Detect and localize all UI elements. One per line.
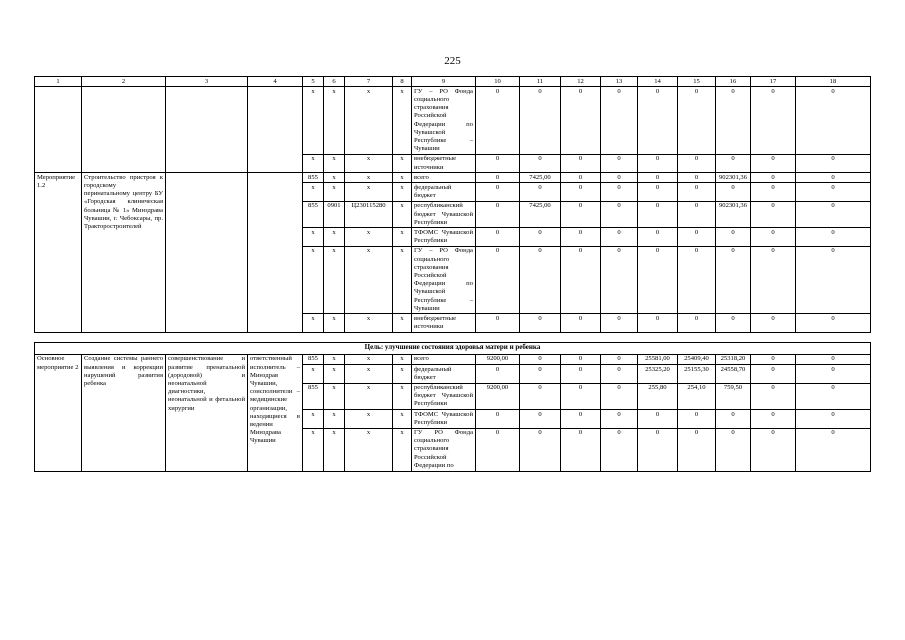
cell-source: внебюджетные источники [412, 314, 476, 332]
cell-empty [248, 173, 303, 333]
cell-source: ГУ – РО Фонда социального страхования Российской Федерации по Чувашской Республике – Чувашии [412, 246, 476, 314]
cell-csr: x [345, 87, 393, 155]
cell-value: 0 [561, 173, 601, 183]
cell-grbs: 855 [303, 354, 324, 364]
cell-value: 25155,30 [678, 365, 716, 383]
cell-value: 24558,70 [716, 365, 751, 383]
cell-value: 0 [751, 87, 796, 155]
cell-value: 0 [678, 246, 716, 314]
cell-value: 0 [751, 173, 796, 183]
cell-value: 0 [678, 228, 716, 246]
cell-value: 0 [476, 365, 520, 383]
cell-value: 0 [638, 201, 678, 228]
cell-value: 0 [678, 201, 716, 228]
goal-heading: Цель: улучшение состояния здоровья матери и ребенка [35, 342, 871, 354]
cell-vr: x [393, 183, 412, 201]
header-cell: 10 [476, 77, 520, 87]
cell-value: 254,10 [678, 383, 716, 410]
cell-vr: x [393, 314, 412, 332]
cell-value: 0 [751, 354, 796, 364]
cell-value: 0 [520, 228, 561, 246]
cell-vr: x [393, 228, 412, 246]
cell-csr: x [345, 154, 393, 172]
cell-value: 0 [796, 354, 871, 364]
cell-value: 0 [796, 173, 871, 183]
cell-csr: x [345, 383, 393, 410]
cell-value: 0 [716, 183, 751, 201]
cell-value: 0 [561, 183, 601, 201]
cell-value: 0 [638, 410, 678, 428]
cell-empty [35, 87, 82, 173]
cell-value: 9200,00 [476, 383, 520, 410]
cell-rzpr: x [324, 228, 345, 246]
cell-value: 0 [678, 314, 716, 332]
cell-value: 759,50 [716, 383, 751, 410]
header-cell: 7 [345, 77, 393, 87]
cell-value: 0 [678, 428, 716, 471]
cell-value: 0 [520, 87, 561, 155]
cell-value: 0 [638, 183, 678, 201]
table-row [35, 173, 871, 183]
cell-grbs: x [303, 154, 324, 172]
cell-value: 0 [796, 314, 871, 332]
cell-source: ГУ РО Фонда социального страхования Российской Федерации по [412, 428, 476, 471]
cell-csr: x [345, 365, 393, 383]
cell-vr: x [393, 154, 412, 172]
header-cell: 1 [35, 77, 82, 87]
cell-value: 0 [520, 383, 561, 410]
header-cell: 13 [601, 77, 638, 87]
cell-value: 0 [601, 183, 638, 201]
cell-value: 0 [751, 365, 796, 383]
cell-value: 7425,00 [520, 173, 561, 183]
header-cell: 4 [248, 77, 303, 87]
cell-rzpr: x [324, 246, 345, 314]
cell-rzpr: x [324, 354, 345, 364]
cell-value: 0 [601, 428, 638, 471]
cell-csr: x [345, 228, 393, 246]
cell-value: 0 [751, 228, 796, 246]
cell-vr: x [393, 173, 412, 183]
cell-value: 0 [638, 154, 678, 172]
header-cell: 5 [303, 77, 324, 87]
cell-grbs: x [303, 87, 324, 155]
cell-rzpr: 0901 [324, 201, 345, 228]
cell-value: 0 [601, 410, 638, 428]
cell-value: 0 [678, 410, 716, 428]
cell-value: 0 [476, 183, 520, 201]
header-cell: 12 [561, 77, 601, 87]
cell-value: 25318,20 [716, 354, 751, 364]
cell-value: 0 [561, 87, 601, 155]
cell-value: 0 [751, 201, 796, 228]
cell-value: 0 [476, 154, 520, 172]
header-cell: 16 [716, 77, 751, 87]
cell-value: 902301,36 [716, 201, 751, 228]
cell-grbs: x [303, 410, 324, 428]
cell-value: 0 [796, 428, 871, 471]
cell-value: 0 [561, 246, 601, 314]
spacer-cell [35, 332, 871, 342]
cell-rzpr: x [324, 154, 345, 172]
cell-value: 0 [561, 383, 601, 410]
cell-grbs: x [303, 365, 324, 383]
header-cell: 2 [82, 77, 166, 87]
cell-value: 0 [476, 173, 520, 183]
spacer-row [35, 332, 871, 342]
cell-value: 0 [601, 228, 638, 246]
cell-csr: x [345, 173, 393, 183]
cell-grbs: x [303, 246, 324, 314]
cell-rzpr: x [324, 314, 345, 332]
cell-vr: x [393, 246, 412, 314]
cell-value: 0 [716, 228, 751, 246]
cell-value: 7425,00 [520, 201, 561, 228]
cell-value: 0 [476, 428, 520, 471]
header-row [35, 77, 871, 87]
cell-rzpr: x [324, 383, 345, 410]
cell-grbs: x [303, 314, 324, 332]
cell-rzpr: x [324, 87, 345, 155]
cell-rzpr: x [324, 428, 345, 471]
cell-value: 0 [520, 428, 561, 471]
responsible-executor: ответственный исполнитель – Минздрав Чувашии, соисполнители – медицинские организации, находящиеся в ведении Минздрава Чувашии [248, 354, 303, 471]
cell-empty [166, 173, 248, 333]
cell-empty [166, 87, 248, 173]
header-cell: 8 [393, 77, 412, 87]
cell-grbs: x [303, 428, 324, 471]
cell-value: 902301,36 [716, 173, 751, 183]
cell-csr: Ц230115280 [345, 201, 393, 228]
cell-value: 0 [678, 154, 716, 172]
cell-value: 0 [520, 354, 561, 364]
cell-source: республиканский бюджет Чувашской Республики [412, 383, 476, 410]
cell-value: 0 [476, 246, 520, 314]
measure-name: Строительство пристроя к городскому перинатальному центру БУ «Городская клиническая больница № 1» Минздрава Чувашии, г. Чебоксары, пр. Тракторостроителей [82, 173, 166, 333]
cell-value: 0 [561, 410, 601, 428]
cell-value: 0 [601, 354, 638, 364]
cell-value: 0 [796, 201, 871, 228]
header-cell: 3 [166, 77, 248, 87]
cell-value: 0 [751, 410, 796, 428]
table-row [35, 87, 871, 155]
cell-vr: x [393, 201, 412, 228]
cell-value: 0 [638, 173, 678, 183]
cell-value: 0 [561, 201, 601, 228]
cell-source: ТФОМС Чувашской Республики [412, 228, 476, 246]
header-cell: 17 [751, 77, 796, 87]
header-cell: 18 [796, 77, 871, 87]
cell-empty [82, 87, 166, 173]
cell-vr: x [393, 365, 412, 383]
cell-csr: x [345, 410, 393, 428]
cell-value: 0 [796, 228, 871, 246]
cell-csr: x [345, 183, 393, 201]
goal-row [35, 342, 871, 354]
cell-vr: x [393, 410, 412, 428]
cell-value: 0 [561, 154, 601, 172]
cell-value: 0 [476, 201, 520, 228]
cell-value: 0 [716, 87, 751, 155]
cell-value: 9200,00 [476, 354, 520, 364]
cell-value: 0 [520, 154, 561, 172]
header-cell: 6 [324, 77, 345, 87]
cell-value: 0 [601, 154, 638, 172]
cell-value: 0 [751, 428, 796, 471]
cell-value: 25325,20 [638, 365, 678, 383]
cell-csr: x [345, 354, 393, 364]
cell-grbs: x [303, 183, 324, 201]
cell-csr: x [345, 428, 393, 471]
cell-source: внебюджетные источники [412, 154, 476, 172]
cell-source: ГУ – РО Фонда социального страхования Российской Федерации по Чувашской Республике – Чувашии [412, 87, 476, 155]
cell-source: всего [412, 354, 476, 364]
cell-value: 0 [796, 154, 871, 172]
cell-source: ТФОМС Чувашской Республики [412, 410, 476, 428]
cell-value: 0 [751, 383, 796, 410]
cell-value: 0 [476, 410, 520, 428]
cell-value: 25581,00 [638, 354, 678, 364]
cell-value: 0 [520, 365, 561, 383]
cell-value: 0 [751, 154, 796, 172]
cell-value: 0 [678, 183, 716, 201]
cell-value: 0 [678, 173, 716, 183]
cell-value: 0 [520, 246, 561, 314]
cell-grbs: 855 [303, 173, 324, 183]
cell-value: 0 [638, 428, 678, 471]
cell-value: 0 [796, 183, 871, 201]
cell-value: 0 [561, 228, 601, 246]
cell-value: 0 [716, 246, 751, 314]
cell-value: 0 [638, 87, 678, 155]
header-cell: 14 [638, 77, 678, 87]
cell-value: 0 [751, 314, 796, 332]
measure-description: совершенствование и развитие пренатальной (дородовой) и неонатальной диагностики, неонатальной и фетальной хирургии [166, 354, 248, 471]
cell-source: федеральный бюджет [412, 365, 476, 383]
cell-source: республиканский бюджет Чувашской Республики [412, 201, 476, 228]
cell-value: 0 [601, 201, 638, 228]
page-number: 225 [444, 55, 461, 67]
cell-value: 0 [601, 87, 638, 155]
cell-vr: x [393, 428, 412, 471]
cell-value: 0 [751, 183, 796, 201]
cell-source: федеральный бюджет [412, 183, 476, 201]
cell-value: 0 [561, 314, 601, 332]
cell-value: 0 [796, 383, 871, 410]
cell-rzpr: x [324, 410, 345, 428]
cell-value: 0 [520, 183, 561, 201]
cell-value: 0 [601, 246, 638, 314]
cell-value: 0 [796, 246, 871, 314]
cell-value: 0 [716, 154, 751, 172]
measure-label: Основное мероприятие 2 [35, 354, 82, 471]
cell-grbs: 855 [303, 383, 324, 410]
cell-value: 25409,40 [678, 354, 716, 364]
cell-rzpr: x [324, 365, 345, 383]
header-cell: 9 [412, 77, 476, 87]
cell-value: 0 [476, 87, 520, 155]
cell-value: 0 [601, 365, 638, 383]
cell-value: 0 [638, 314, 678, 332]
cell-value: 0 [476, 228, 520, 246]
cell-value: 0 [476, 314, 520, 332]
cell-vr: x [393, 383, 412, 410]
cell-value: 0 [520, 410, 561, 428]
cell-empty [248, 87, 303, 173]
cell-rzpr: x [324, 183, 345, 201]
measure-label: Мероприятие 1.2 [35, 173, 82, 333]
cell-value: 0 [751, 246, 796, 314]
cell-value: 0 [716, 410, 751, 428]
cell-csr: x [345, 314, 393, 332]
cell-value: 0 [796, 365, 871, 383]
cell-source: всего [412, 173, 476, 183]
cell-value: 0 [601, 383, 638, 410]
cell-value: 0 [638, 246, 678, 314]
cell-value: 0 [561, 365, 601, 383]
cell-grbs: x [303, 228, 324, 246]
cell-value: 0 [520, 314, 561, 332]
header-cell: 11 [520, 77, 561, 87]
cell-vr: x [393, 87, 412, 155]
cell-csr: x [345, 246, 393, 314]
cell-grbs: 855 [303, 201, 324, 228]
cell-rzpr: x [324, 173, 345, 183]
cell-value: 0 [601, 314, 638, 332]
cell-value: 255,80 [638, 383, 678, 410]
cell-value: 0 [561, 354, 601, 364]
measure-name: Создание системы раннего выявления и коррекции нарушений развития ребенка [82, 354, 166, 471]
program-funding-table [34, 76, 871, 472]
cell-value: 0 [716, 428, 751, 471]
cell-value: 0 [601, 173, 638, 183]
table-row [35, 354, 871, 364]
cell-value: 0 [561, 428, 601, 471]
cell-value: 0 [638, 228, 678, 246]
cell-value: 0 [796, 410, 871, 428]
header-cell: 15 [678, 77, 716, 87]
cell-value: 0 [678, 87, 716, 155]
cell-value: 0 [796, 87, 871, 155]
cell-vr: x [393, 354, 412, 364]
cell-value: 0 [716, 314, 751, 332]
